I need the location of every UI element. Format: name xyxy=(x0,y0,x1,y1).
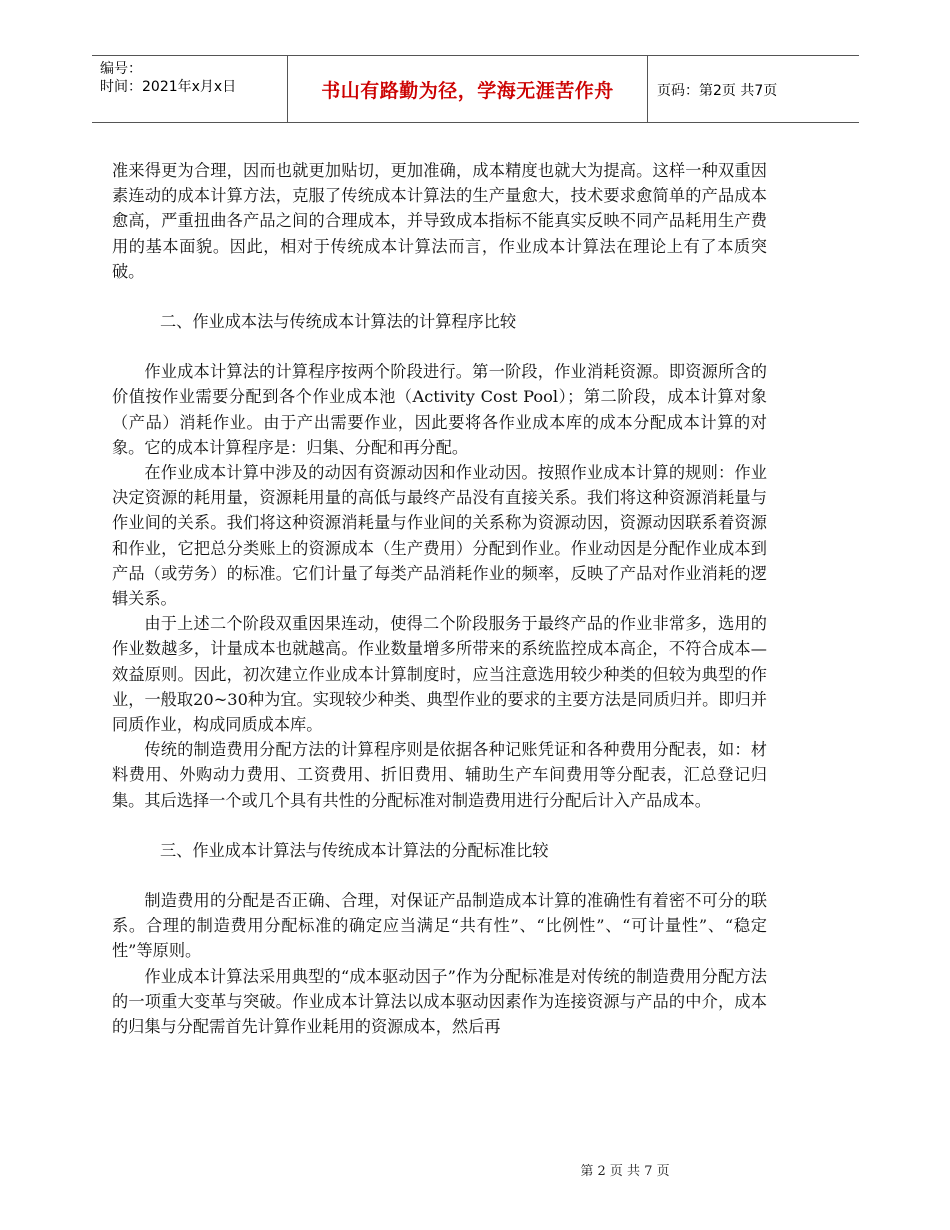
paragraph: 作业成本计算法采用典型的“成本驱动因子”作为分配标准是对传统的制造费用分配方法的一项重大变革与突破。作业成本计算法以成本驱动因素作为连接资源与产品的中介，成本的归集与分配需首先计算作业耗用的资源成本，然后再 xyxy=(112,966,767,1037)
document-body xyxy=(112,158,767,1039)
paragraph: 准来得更为合理，因而也就更加贴切，更加准确，成本精度也就大为提高。这样一种双重因素连动的成本计算方法，克服了传统成本计算法的生产量愈大，技术要求愈简单的产品成本愈高，严重扭曲各产品之间的合理成本，并导致成本指标不能真实反映不同产品耗用生产费用的基本面貌。因此，相对于传统成本计算法而言，作业成本计算法在理论上有了本质突破。 xyxy=(112,161,767,281)
section-heading: 二、作业成本法与传统成本计算法的计算程序比较 xyxy=(160,312,517,332)
doc-number-label: 编号： xyxy=(100,61,142,77)
page-footer: 第 2 页 共 7 页 xyxy=(580,1164,670,1179)
header-motto: 书山有路勤为径，学海无涯苦作舟 xyxy=(321,80,614,102)
doc-time-label: 时间：2021年x月x日 xyxy=(100,79,237,95)
header-divider xyxy=(647,56,648,122)
paragraph: 传统的制造费用分配方法的计算程序则是依据各种记账凭证和各种费用分配表，如：材料费用、外购动力费用、工资费用、折旧费用、辅助生产车间费用等分配表，汇总登记归集。其后选择一个或几个具有共性的分配标准对制造费用进行分配后计入产品成本。 xyxy=(112,740,767,810)
paragraph: 制造费用的分配是否正确、合理，对保证产品制造成本计算的准确性有着密不可分的联系。合理的制造费用分配标准的确定应当满足“共有性”、“比例性”、“可计量性”、“稳定性”等原则。 xyxy=(112,891,767,961)
paragraph: 由于上述二个阶段双重因果连动，使得二个阶段服务于最终产品的作业非常多，选用的作业数越多，计量成本也就越高。作业数量增多所带来的系统监控成本高企，不符合成本—效益原则。因此，初次建立作业成本计算制度时，应当注意选用较少种类的但较为典型的作业，一般取20~30种为宜。实现较少种类、典型作业的要求的主要方法是同质归并。即归并同质作业，构成同质成本库。 xyxy=(112,614,767,735)
header-meta xyxy=(100,60,285,96)
header-page-number: 页码：第2页 共7页 xyxy=(657,83,778,99)
paragraph: 作业成本计算法的计算程序按两个阶段进行。第一阶段，作业消耗资源。即资源所含的价值按作业需要分配到各个作业成本池（Activity Cost Pool）；第二阶段，成本计算对象（产品）消耗作业。由于产出需要作业，因此要将各作业成本库的成本分配成本计算的对象。它的成本计算程序是：归集、分配和再分配。 xyxy=(112,362,767,457)
page-header xyxy=(92,55,859,123)
section-heading: 三、作业成本计算法与传统成本计算法的分配标准比较 xyxy=(160,840,549,860)
paragraph: 在作业成本计算中涉及的动因有资源动因和作业动因。按照作业成本计算的规则：作业决定资源的耗用量，资源耗用量的高低与最终产品没有直接关系。我们将这种资源消耗量与作业间的关系。我们将这种资源消耗量与作业间的关系称为资源动因，资源动因联系着资源和作业，它把总分类账上的资源成本（生产费用）分配到作业。作业动因是分配作业成本到产品（或劳务）的标准。它们计量了每类产品消耗作业的频率，反映了产品对作业消耗的逻辑关系。 xyxy=(112,463,767,609)
